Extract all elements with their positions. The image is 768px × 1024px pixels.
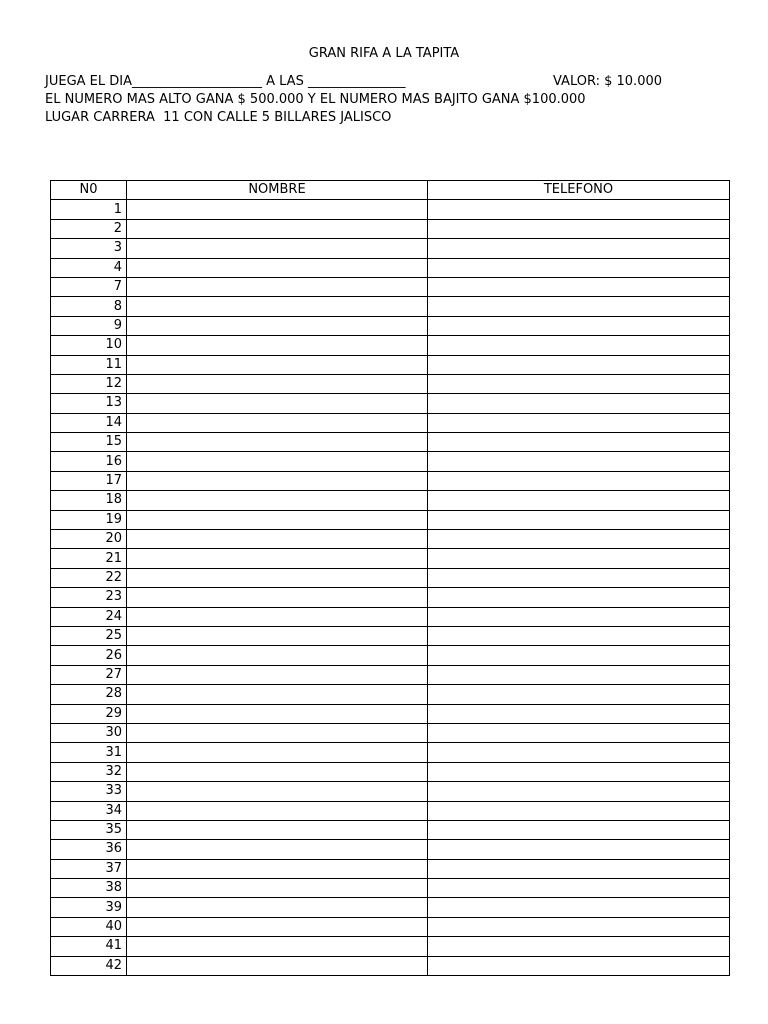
name-cell[interactable] [127,549,428,568]
table-row [51,607,730,626]
ticket-number-cell: 36 [51,840,127,859]
ticket-number-cell: 9 [51,316,127,335]
phone-cell[interactable] [428,879,730,898]
phone-cell[interactable] [428,200,730,219]
phone-cell[interactable] [428,433,730,452]
table-row [51,723,730,742]
table-row [51,394,730,413]
name-cell[interactable] [127,917,428,936]
phone-cell[interactable] [428,491,730,510]
name-cell[interactable] [127,801,428,820]
name-cell[interactable] [127,820,428,839]
ticket-number-cell: 27 [51,665,127,684]
table-row [51,433,730,452]
ticket-number-cell: 41 [51,937,127,956]
phone-cell[interactable] [428,762,730,781]
table-row [51,336,730,355]
ticket-number-cell: 18 [51,491,127,510]
ticket-number-cell: 26 [51,646,127,665]
phone-cell[interactable] [428,471,730,490]
name-cell[interactable] [127,898,428,917]
ticket-number-cell: 17 [51,471,127,490]
table-row [51,374,730,393]
table-row [51,956,730,975]
ticket-number-cell: 28 [51,685,127,704]
phone-cell[interactable] [428,782,730,801]
name-cell[interactable] [127,588,428,607]
table-row [51,646,730,665]
phone-cell[interactable] [428,413,730,432]
name-cell[interactable] [127,433,428,452]
phone-cell[interactable] [428,452,730,471]
phone-cell[interactable] [428,588,730,607]
table-row [51,277,730,296]
phone-cell[interactable] [428,820,730,839]
name-cell[interactable] [127,879,428,898]
phone-cell[interactable] [428,646,730,665]
phone-cell[interactable] [428,743,730,762]
header-name: NOMBRE [127,181,428,200]
ticket-number-cell: 33 [51,782,127,801]
name-cell[interactable] [127,277,428,296]
raffle-table [50,180,730,976]
name-cell[interactable] [127,723,428,742]
name-cell[interactable] [127,743,428,762]
name-cell[interactable] [127,859,428,878]
phone-cell[interactable] [428,549,730,568]
name-cell[interactable] [127,355,428,374]
name-cell[interactable] [127,840,428,859]
ticket-number-cell: 22 [51,568,127,587]
table-row [51,626,730,645]
ticket-price: VALOR: $ 10.000 [553,74,663,89]
name-cell[interactable] [127,394,428,413]
ticket-number-cell: 35 [51,820,127,839]
name-cell[interactable] [127,510,428,529]
header-phone: TELEFONO [428,181,730,200]
phone-cell[interactable] [428,704,730,723]
phone-cell[interactable] [428,723,730,742]
raffle-table-body [51,200,730,976]
ticket-number-cell: 11 [51,355,127,374]
phone-cell[interactable] [428,239,730,258]
phone-cell[interactable] [428,219,730,238]
table-row [51,859,730,878]
name-cell[interactable] [127,665,428,684]
ticket-number-cell: 4 [51,258,127,277]
phone-cell[interactable] [428,510,730,529]
phone-cell[interactable] [428,374,730,393]
phone-cell[interactable] [428,297,730,316]
ticket-number-cell: 10 [51,336,127,355]
location-line: LUGAR CARRERA 11 CON CALLE 5 BILLARES JALISCO [45,110,392,125]
name-cell[interactable] [127,646,428,665]
name-cell[interactable] [127,685,428,704]
phone-cell[interactable] [428,336,730,355]
name-cell[interactable] [127,530,428,549]
ticket-number-cell: 39 [51,898,127,917]
ticket-number-cell: 15 [51,433,127,452]
ticket-number-cell: 7 [51,277,127,296]
name-cell[interactable] [127,491,428,510]
phone-cell[interactable] [428,258,730,277]
table-row [51,530,730,549]
ticket-number-cell: 14 [51,413,127,432]
ticket-number-cell: 19 [51,510,127,529]
table-row [51,879,730,898]
table-row [51,471,730,490]
name-cell[interactable] [127,258,428,277]
table-row [51,840,730,859]
name-cell[interactable] [127,336,428,355]
phone-cell[interactable] [428,316,730,335]
name-cell[interactable] [127,471,428,490]
table-row [51,568,730,587]
table-row [51,239,730,258]
name-cell[interactable] [127,937,428,956]
table-row [51,685,730,704]
table-row [51,762,730,781]
name-cell[interactable] [127,607,428,626]
table-header-row [51,181,730,200]
prize-description: EL NUMERO MAS ALTO GANA $ 500.000 Y EL NUMERO MAS BAJITO GANA $100.000 [45,92,586,107]
table-row [51,510,730,529]
table-row [51,743,730,762]
ticket-number-cell: 20 [51,530,127,549]
ticket-number-cell: 1 [51,200,127,219]
phone-cell[interactable] [428,626,730,645]
name-cell[interactable] [127,316,428,335]
name-cell[interactable] [127,704,428,723]
name-cell[interactable] [127,219,428,238]
phone-cell[interactable] [428,277,730,296]
table-row [51,200,730,219]
table-row [51,452,730,471]
name-cell[interactable] [127,374,428,393]
table-row [51,258,730,277]
ticket-number-cell: 25 [51,626,127,645]
ticket-number-cell: 16 [51,452,127,471]
phone-cell[interactable] [428,394,730,413]
phone-cell[interactable] [428,665,730,684]
table-row [51,219,730,238]
table-row [51,316,730,335]
phone-cell[interactable] [428,685,730,704]
table-row [51,917,730,936]
phone-cell[interactable] [428,859,730,878]
ticket-number-cell: 38 [51,879,127,898]
table-row [51,801,730,820]
table-row [51,782,730,801]
ticket-number-cell: 13 [51,394,127,413]
ticket-number-cell: 31 [51,743,127,762]
name-cell[interactable] [127,956,428,975]
table-row [51,491,730,510]
name-cell[interactable] [127,782,428,801]
document-title: GRAN RIFA A LA TAPITA [308,46,460,61]
header-number: N0 [51,181,127,200]
table-row [51,549,730,568]
name-cell[interactable] [127,239,428,258]
phone-cell[interactable] [428,530,730,549]
table-row [51,898,730,917]
phone-cell[interactable] [428,355,730,374]
phone-cell[interactable] [428,956,730,975]
ticket-number-cell: 42 [51,956,127,975]
ticket-number-cell: 32 [51,762,127,781]
ticket-number-cell: 37 [51,859,127,878]
table-row [51,355,730,374]
ticket-number-cell: 12 [51,374,127,393]
name-cell[interactable] [127,413,428,432]
table-row [51,665,730,684]
name-cell[interactable] [127,297,428,316]
ticket-number-cell: 29 [51,704,127,723]
ticket-number-cell: 8 [51,297,127,316]
phone-cell[interactable] [428,898,730,917]
game-date-time-line: JUEGA EL DIA____________________ A LAS _______________ [45,74,406,89]
phone-cell[interactable] [428,801,730,820]
name-cell[interactable] [127,762,428,781]
ticket-number-cell: 24 [51,607,127,626]
ticket-number-cell: 21 [51,549,127,568]
ticket-number-cell: 40 [51,917,127,936]
ticket-number-cell: 23 [51,588,127,607]
table-row [51,297,730,316]
table-row [51,820,730,839]
ticket-number-cell: 2 [51,219,127,238]
name-cell[interactable] [127,452,428,471]
phone-cell[interactable] [428,937,730,956]
name-cell[interactable] [127,626,428,645]
ticket-number-cell: 30 [51,723,127,742]
phone-cell[interactable] [428,607,730,626]
name-cell[interactable] [127,568,428,587]
ticket-number-cell: 3 [51,239,127,258]
table-row [51,937,730,956]
table-row [51,704,730,723]
phone-cell[interactable] [428,568,730,587]
table-row [51,588,730,607]
phone-cell[interactable] [428,917,730,936]
name-cell[interactable] [127,200,428,219]
table-row [51,413,730,432]
ticket-number-cell: 34 [51,801,127,820]
phone-cell[interactable] [428,840,730,859]
